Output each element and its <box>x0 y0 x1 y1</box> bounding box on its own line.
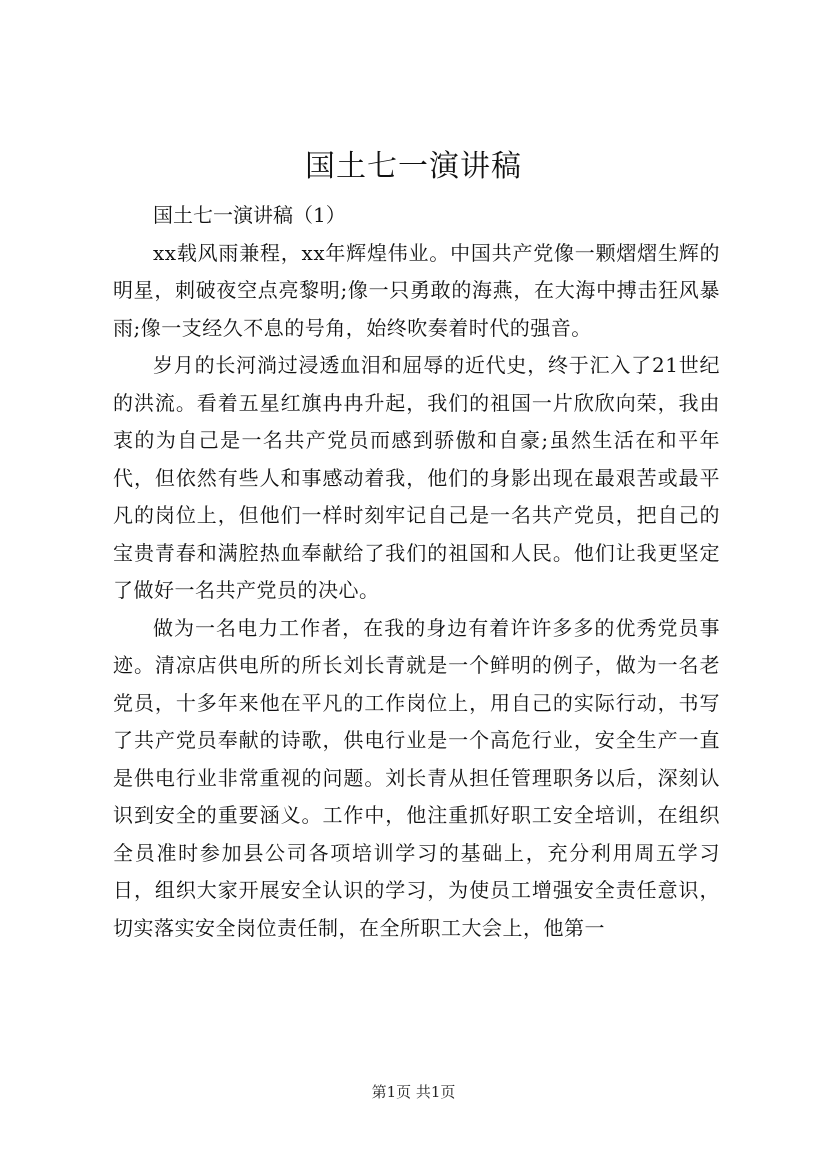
document-title: 国土七一演讲稿 <box>305 149 522 184</box>
page-footer: 第1页 共1页 <box>371 1083 456 1101</box>
paragraph-3: 做为一名电力工作者，在我的身边有着许许多多的优秀党员事迹。清凉店供电所的所长刘长青就是一个鲜明的例子，做为一名老党员，十多年来他在平凡的工作岗位上，用自己的实际行动，书写了共产党员奉献的诗歌，供电行业是一个高危行业，安全生产一直是供电行业非常重视的问题。刘长青从担任管理职务以后，深刻认识到安全的重要涵义。工作中，他注重抓好职工安全培训，在组织全员准时参加县公司各项培训学习的基础上，充分利用周五学习日，组织大家开展安全认识的学习，为使员工增强安全责任意识，切实落实安全岗位责任制，在全所职工大会上，他第一 <box>113 615 720 940</box>
document-body <box>113 197 720 947</box>
paragraph-1: xx载风雨兼程，xx年辉煌伟业。中国共产党像一颗熠熠生辉的明星，刺破夜空点亮黎明;像一只勇敢的海燕，在大海中搏击狂风暴雨;像一支经久不息的号角，始终吹奏着时代的强音。 <box>113 240 720 340</box>
paragraph-2: 岁月的长河淌过浸透血泪和屈辱的近代史，终于汇入了21世纪的洪流。看着五星红旗冉冉升起，我们的祖国一片欣欣向荣，我由衷的为自己是一名共产党员而感到骄傲和自豪;虽然生活在和平年代，但依然有些人和事感动着我，他们的身影出现在最艰苦或最平凡的岗位上，但他们一样时刻牢记自己是一名共产党员，把自己的宝贵青春和满腔热血奉献给了我们的祖国和人民。他们让我更坚定了做好一名共产党员的决心。 <box>113 353 720 602</box>
document-subtitle: 国土七一演讲稿（1） <box>153 203 346 227</box>
